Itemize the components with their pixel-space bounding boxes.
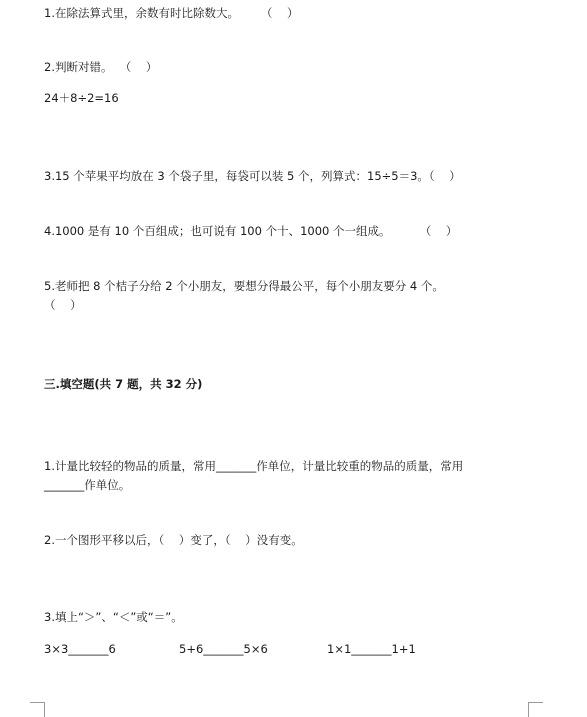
fill-q3-title: 3.填上“＞”、“＜”或“＝”。: [44, 610, 183, 624]
judgment-q4: 4.1000 是有 10 个百组成；也可说有 100 个十、1000 个一组成。 （ ）: [44, 224, 458, 238]
judgment-q5-line2: （ ）: [44, 298, 82, 312]
judgment-q3: 3.15 个苹果平均放在 3 个袋子里，每袋可以装 5 个，列算式：15÷5＝3。（ ）: [44, 169, 461, 183]
compare-item-1: 3×3_______6: [44, 642, 116, 656]
fill-q1-line1: 1.计量比较轻的物品的质量，常用_______作单位，计量比较重的物品的质量，常用: [44, 459, 464, 473]
fill-q1-line2: _______作单位。: [44, 478, 131, 492]
judgment-q1: 1.在除法算式里，余数有时比除数大。 （ ）: [44, 6, 299, 20]
judgment-q2-expression: 24＋8÷2=16: [44, 91, 119, 105]
compare-item-3: 1×1_______1+1: [327, 642, 416, 656]
page-corner-mark-left: [30, 702, 45, 717]
section-heading: 三.填空题(共 7 题，共 32 分): [44, 377, 203, 391]
compare-item-2: 5+6_______5×6: [179, 642, 268, 656]
page-corner-mark-right: [528, 702, 543, 717]
judgment-q2-title: 2.判断对错。 （ ）: [44, 60, 158, 74]
judgment-q5-line1: 5.老师把 8 个桔子分给 2 个小朋友，要想分得最公平，每个小朋友要分 4 个。: [44, 279, 444, 293]
fill-q2: 2.一个图形平移以后，（ ）变了，（ ）没有变。: [44, 533, 303, 547]
